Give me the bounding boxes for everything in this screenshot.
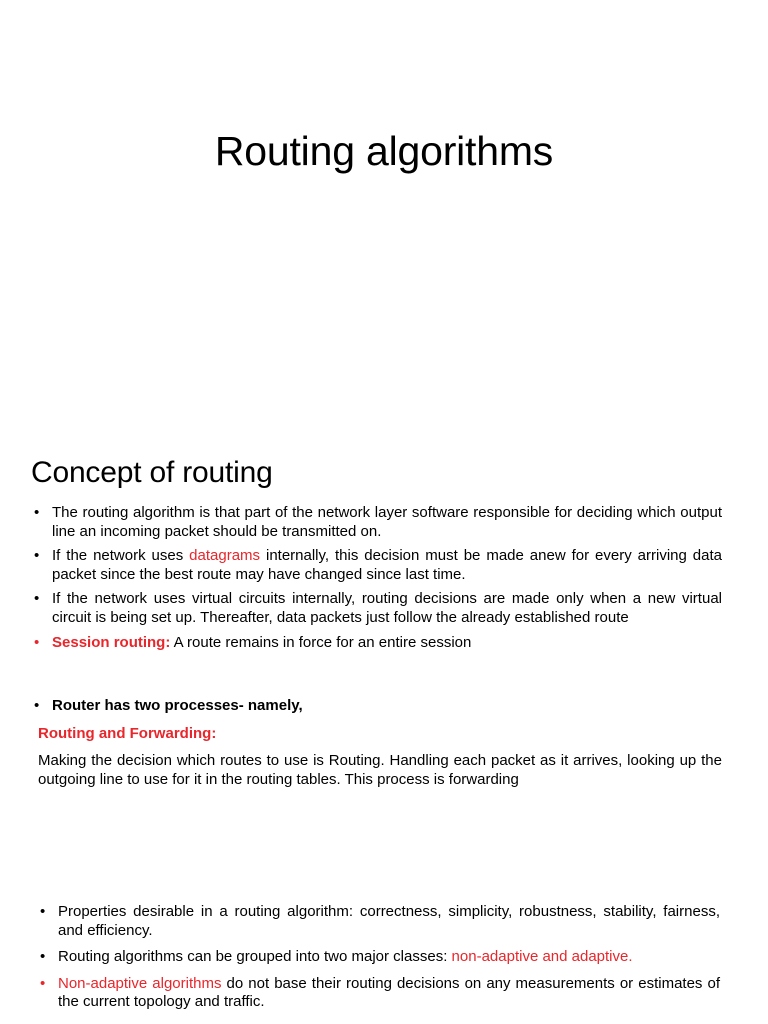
bullet-list xyxy=(40,903,720,1012)
bullet-list xyxy=(34,697,722,716)
bullet-icon: • xyxy=(34,697,40,714)
list-item xyxy=(40,975,720,1012)
list-item xyxy=(34,547,722,584)
bullet-text: The routing algorithm is that part of the network layer software responsible for deciding which output line an incoming packet should be transmitted on. xyxy=(52,504,722,540)
list-item xyxy=(40,948,720,967)
list-item xyxy=(34,590,722,627)
slide-concept-of-routing xyxy=(0,430,768,860)
list-item xyxy=(34,697,722,716)
slide-heading: Concept of routing xyxy=(31,456,273,489)
section-subheading: Routing and Forwarding: xyxy=(38,725,217,742)
highlight-text: Session routing: xyxy=(52,634,171,651)
bullet-text: Routing algorithms can be grouped into two major classes: xyxy=(58,948,452,965)
bullet-text: Router has two processes- namely, xyxy=(52,697,303,714)
bullet-text: internally, this decision must be made anew for every arriving data packet since the best route may have changed since last time. xyxy=(52,547,722,583)
bullet-list xyxy=(34,504,722,653)
bullet-text: A route remains in force for an entire session xyxy=(170,634,472,651)
highlight-text: datagrams xyxy=(189,547,261,564)
list-item xyxy=(34,504,722,541)
bullet-icon: • xyxy=(34,590,40,607)
bullet-text: If the network uses virtual circuits internally, routing decisions are made only when a new virtual circuit is being set up. Thereafter, data packets just follow the already established route xyxy=(52,590,722,626)
bullet-icon: • xyxy=(34,504,40,521)
slide-title-heading: Routing algorithms xyxy=(214,128,554,174)
slide-title xyxy=(0,0,768,430)
bullet-text: do not base their routing decisions on any measurements or estimates of the current topology and traffic. xyxy=(58,974,720,1010)
slide-routing-properties xyxy=(0,860,768,1024)
bullet-icon: • xyxy=(40,903,46,920)
bullet-icon: • xyxy=(34,634,40,651)
bullet-icon: • xyxy=(40,948,46,965)
bullet-text: If the network uses xyxy=(52,547,190,564)
list-item xyxy=(40,903,720,940)
list-item xyxy=(34,634,722,653)
paragraph: Making the decision which routes to use is Routing. Handling each packet as it arrives, looking up the outgoing line to use for it in the routing tables. This process is forwarding xyxy=(38,752,722,788)
highlight-text: Non-adaptive algorithms xyxy=(58,974,222,992)
bullet-icon: • xyxy=(40,974,46,992)
bullet-text: Properties desirable in a routing algorithm: correctness, simplicity, robustness, stability, fairness, and efficiency. xyxy=(58,903,720,939)
highlight-text: non-adaptive and adaptive. xyxy=(451,948,633,965)
bullet-icon: • xyxy=(34,547,40,564)
